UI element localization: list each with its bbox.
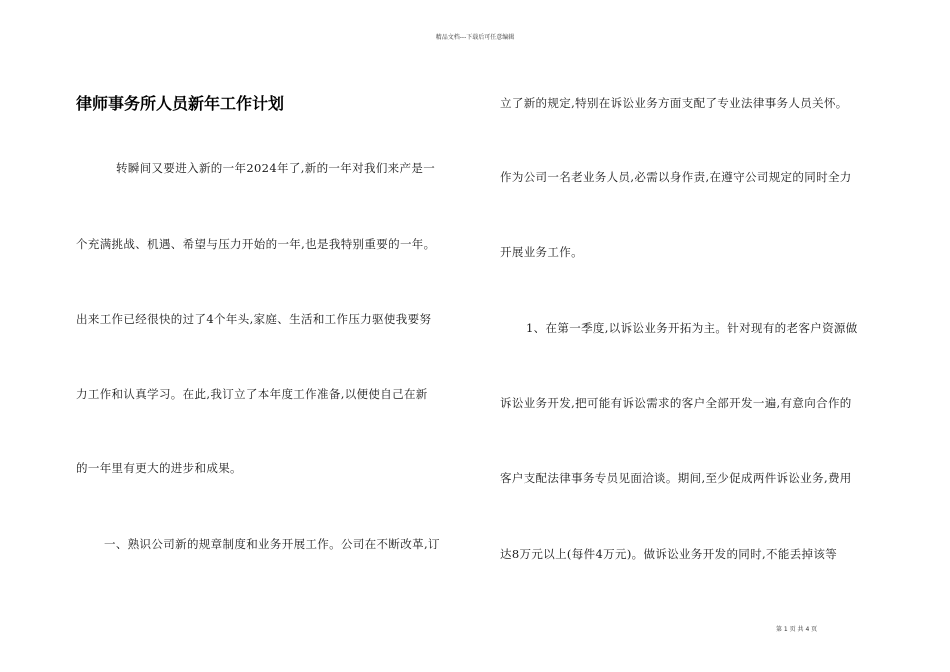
- paragraph-line: 出来工作已经很快的过了4个年头,家庭、生活和工作压力驱使我要努: [76, 312, 432, 326]
- paragraph-line: 转瞬间又要进入新的一年2024年了,新的一年对我们来产是一: [116, 161, 436, 175]
- page-number: 第 1 页 共 4 页: [776, 626, 818, 633]
- paragraph-line: 客户支配法律事务专员见面洽谈。期间,至少促成两件诉讼业务,费用: [500, 471, 852, 485]
- paragraph-line: 一、熟识公司新的规章制度和业务开展工作。公司在不断改革,订: [104, 537, 440, 551]
- paragraph-line: 作为公司一名老业务人员,必需以身作责,在遵守公司规定的同时全力: [500, 170, 852, 184]
- header-note: 精品文档---下载后可任意编辑: [435, 34, 515, 41]
- paragraph-line: 1、在第一季度,以诉讼业务开拓为主。针对现有的老客户资源做: [526, 321, 858, 335]
- paragraph-line: 的一年里有更大的进步和成果。: [76, 461, 242, 475]
- paragraph-line: 开展业务工作。: [500, 245, 583, 259]
- paragraph-line: 力工作和认真学习。在此,我订立了本年度工作准备,以便使自己在新: [76, 387, 428, 401]
- paragraph-line: 立了新的规定,特别在诉讼业务方面支配了专业法律事务人员关怀。: [500, 96, 848, 110]
- paragraph-line: 个充满挑战、机遇、希望与压力开始的一年,也是我特别重要的一年。: [76, 237, 436, 251]
- page-title: 律师事务所人员新年工作计划: [76, 94, 285, 113]
- paragraph-line: 诉讼业务开发,把可能有诉讼需求的客户全部开发一遍,有意向合作的: [500, 396, 852, 410]
- paragraph-line: 达8万元以上(每件4万元)。做诉讼业务开发的同时,不能丢掉该等: [500, 547, 838, 561]
